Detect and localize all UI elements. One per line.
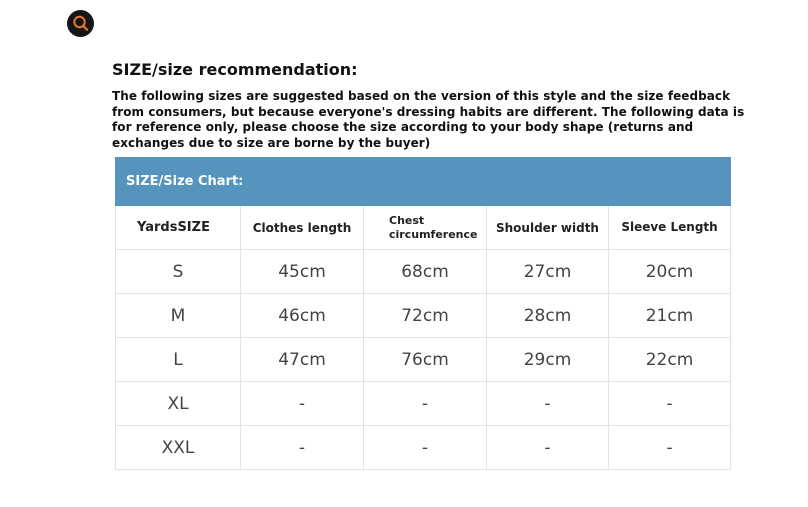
table-row: [116, 338, 731, 382]
clothes-length-cell: 47cm: [241, 338, 364, 382]
table-row: [116, 426, 731, 470]
table-row: [116, 294, 731, 338]
column-header-sleeve-length: Sleeve Length: [609, 206, 731, 250]
column-header-size: YardsSIZE: [116, 206, 241, 250]
magnifier-icon: [67, 10, 94, 37]
column-header-clothes-length: Clothes length: [241, 206, 364, 250]
chest-cell: 76cm: [364, 338, 487, 382]
shoulder-cell: 27cm: [487, 250, 609, 294]
size-cell: L: [116, 338, 241, 382]
shoulder-cell: -: [487, 426, 609, 470]
clothes-length-cell: -: [241, 382, 364, 426]
size-chart-caption-row: [116, 158, 731, 206]
table-row: [116, 250, 731, 294]
chest-cell: 72cm: [364, 294, 487, 338]
size-chart-caption: SIZE/Size Chart:: [116, 158, 731, 206]
zoom-button[interactable]: [67, 10, 94, 37]
clothes-length-cell: 46cm: [241, 294, 364, 338]
sleeve-cell: 21cm: [609, 294, 731, 338]
sleeve-cell: 20cm: [609, 250, 731, 294]
size-chart-table: [115, 157, 731, 470]
shoulder-cell: 28cm: [487, 294, 609, 338]
shoulder-cell: 29cm: [487, 338, 609, 382]
column-header-chest-circumference: Chest circumference: [364, 206, 487, 250]
size-cell: XXL: [116, 426, 241, 470]
size-chart-header-row: [116, 206, 731, 250]
chest-cell: -: [364, 382, 487, 426]
sleeve-cell: -: [609, 382, 731, 426]
chest-cell: -: [364, 426, 487, 470]
size-cell: M: [116, 294, 241, 338]
table-row: [116, 382, 731, 426]
sleeve-cell: -: [609, 426, 731, 470]
shoulder-cell: -: [487, 382, 609, 426]
size-cell: S: [116, 250, 241, 294]
sleeve-cell: 22cm: [609, 338, 731, 382]
clothes-length-cell: 45cm: [241, 250, 364, 294]
column-header-shoulder-width: Shoulder width: [487, 206, 609, 250]
size-cell: XL: [116, 382, 241, 426]
chest-cell: 68cm: [364, 250, 487, 294]
page-title: SIZE/size recommendation:: [112, 60, 358, 79]
clothes-length-cell: -: [241, 426, 364, 470]
size-disclaimer: The following sizes are suggested based on the version of this style and the size feedback from consumers, but because everyone's dressing habits are different. The following data is for reference only, please choose the size according to your body shape (returns and exchanges due to size are borne by the buyer): [112, 89, 745, 150]
